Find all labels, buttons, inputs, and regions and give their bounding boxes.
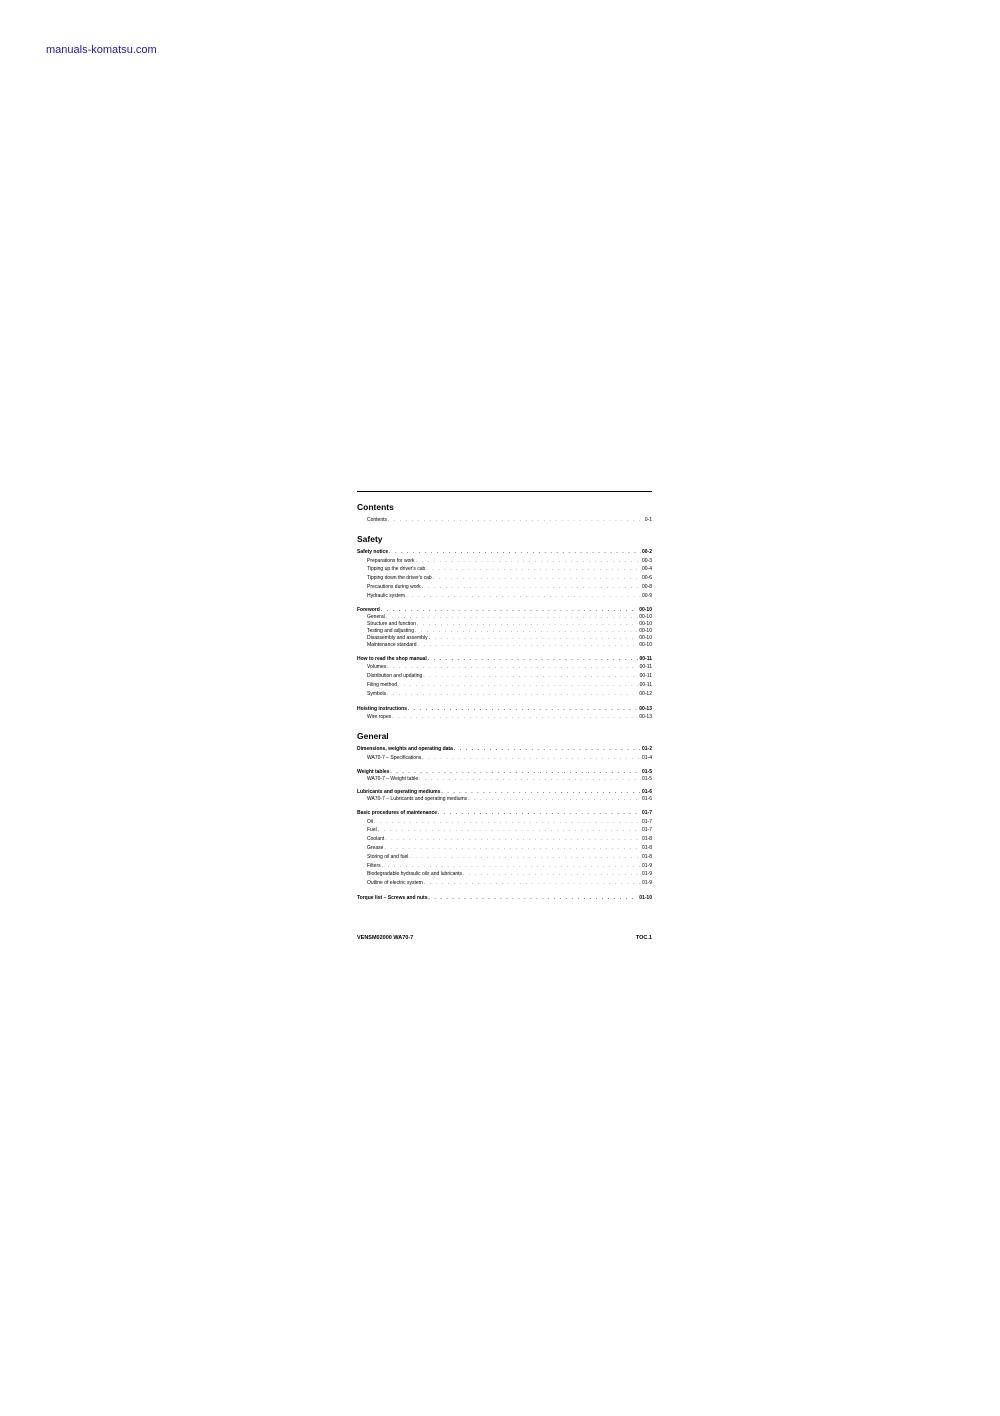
toc-heading-entry[interactable] — [357, 769, 652, 776]
toc-group — [357, 809, 652, 888]
dot-leader — [378, 826, 641, 835]
toc-entry[interactable] — [357, 583, 652, 592]
toc-entry-label: Biodegradable hydraulic oils and lubricants — [367, 871, 463, 878]
toc-entry-page: 00-13 — [639, 714, 652, 721]
dot-leader — [382, 862, 641, 871]
toc-group — [357, 745, 652, 763]
section-title-general: General — [357, 731, 389, 742]
toc-heading-entry-label: How to read the shop manual — [357, 655, 427, 662]
dot-leader — [419, 776, 641, 783]
toc-entry-page: 00-4 — [641, 566, 652, 573]
toc-entry-page: 01-9 — [641, 871, 652, 878]
toc-entry[interactable] — [357, 835, 652, 844]
dot-leader — [417, 642, 638, 649]
toc-entry-page: 00-6 — [641, 575, 652, 582]
toc-entry-page: 01-8 — [641, 836, 652, 843]
toc-entry-label: General — [367, 613, 385, 620]
toc-entry-page: 00-10 — [639, 613, 652, 620]
toc-entry-page: 00-11 — [639, 681, 652, 688]
toc-entry[interactable] — [357, 818, 652, 827]
toc-entry[interactable] — [357, 853, 652, 862]
toc-heading-entry-page: 00-10 — [639, 606, 652, 613]
general-groups — [357, 745, 652, 903]
contents-group — [357, 516, 652, 525]
toc-heading-entry[interactable] — [357, 548, 652, 557]
toc-entry[interactable] — [357, 713, 652, 722]
dot-leader — [441, 789, 641, 796]
toc-entry[interactable] — [357, 870, 652, 879]
toc-entry[interactable] — [357, 796, 652, 803]
toc-entry[interactable] — [357, 663, 652, 672]
toc-group — [357, 655, 652, 699]
toc-heading-entry-label: Basic procedures of maintenance — [357, 809, 438, 816]
dot-leader — [386, 614, 638, 621]
toc-entry-label: Oil — [367, 818, 374, 825]
toc-heading-entry[interactable] — [357, 789, 652, 796]
dot-leader — [422, 754, 641, 763]
dot-leader — [424, 879, 641, 888]
dot-leader — [423, 672, 638, 681]
dot-leader — [454, 745, 641, 754]
toc-entry[interactable] — [357, 879, 652, 888]
toc-entry-label: Maintenance standard — [367, 641, 417, 648]
toc-heading-entry[interactable] — [357, 607, 652, 614]
toc-entry-label: Contents — [367, 517, 388, 523]
toc-heading-entry-label: Foreword — [357, 606, 380, 613]
dot-leader — [409, 853, 641, 862]
toc-entry-label: WA70-7 – Specifications — [367, 754, 422, 761]
toc-entry[interactable] — [357, 621, 652, 628]
toc-entry-label: Fuel — [367, 827, 377, 834]
toc-entry[interactable] — [357, 672, 652, 681]
dot-leader — [428, 655, 639, 664]
toc-entry-page: 00-10 — [639, 641, 652, 648]
toc-entry-page: 01-4 — [641, 754, 652, 761]
toc-heading-entry-page: 00-2 — [641, 548, 652, 555]
toc-heading-entry[interactable] — [357, 655, 652, 664]
dot-leader — [468, 796, 641, 803]
toc-entry[interactable] — [357, 628, 652, 635]
toc-entry[interactable] — [357, 614, 652, 621]
dot-leader — [374, 818, 641, 827]
toc-entry-label: Tipping up the driver's cab — [367, 566, 426, 573]
toc-heading-entry-page: 01-6 — [641, 788, 652, 795]
toc-heading-entry-page: 01-5 — [641, 768, 652, 775]
toc-entry[interactable] — [357, 844, 652, 853]
toc-entry-page: 01-9 — [641, 880, 652, 887]
dot-leader — [422, 583, 641, 592]
toc-entry-label: Precautions during work — [367, 583, 421, 590]
dot-leader — [416, 557, 641, 566]
toc-entry-page: 01-5 — [641, 775, 652, 782]
dot-leader — [417, 621, 638, 628]
toc-entry-page: 01-8 — [641, 853, 652, 860]
dot-leader — [463, 870, 641, 879]
toc-entry-label: Distribution and updating — [367, 673, 423, 680]
toc-entry-label: WA70-7 – Weight table — [367, 775, 419, 782]
toc-entry-page: 01-8 — [641, 844, 652, 851]
dot-leader — [433, 574, 641, 583]
toc-group — [357, 894, 652, 903]
toc-heading-entry-label: Safety notice — [357, 548, 389, 555]
toc-entry-page: 00-12 — [639, 690, 652, 697]
toc-entry-label: Structure and function — [367, 620, 416, 627]
toc-entry-page: 00-8 — [641, 583, 652, 590]
toc-entry-page: 01-7 — [641, 818, 652, 825]
dot-leader — [385, 835, 641, 844]
toc-heading-entry-label: Torque list – Screws and nuts — [357, 894, 428, 901]
toc-entry-page: 00-9 — [641, 592, 652, 599]
toc-entry[interactable] — [357, 557, 652, 566]
toc-group — [357, 705, 652, 723]
page-footer — [357, 935, 652, 941]
toc-group — [357, 548, 652, 601]
dot-leader — [389, 548, 641, 557]
toc-heading-entry[interactable] — [357, 705, 652, 714]
toc-entry-label: Filters — [367, 862, 381, 869]
toc-heading-entry-label: Dimensions, weights and operating data — [357, 746, 453, 753]
toc-heading-entry-page: 01-2 — [641, 746, 652, 753]
toc-entry-page: 00-11 — [639, 673, 652, 680]
footer-page-number: TOC.1 — [635, 935, 652, 941]
toc-entry-label: Filing method — [367, 681, 398, 688]
dot-leader — [438, 809, 641, 818]
toc-entry-label: Outline of electric system — [367, 880, 423, 887]
toc-heading-entry[interactable] — [357, 745, 652, 754]
toc-entry[interactable] — [357, 826, 652, 835]
toc-entry[interactable] — [357, 516, 652, 525]
toc-heading-entry-label: Hoisting instructions — [357, 705, 407, 712]
toc-entry-page: 00-3 — [641, 557, 652, 564]
toc-entry-label: Tipping down the driver's cab — [367, 575, 432, 582]
toc-heading-entry[interactable] — [357, 894, 652, 903]
section-title-safety: Safety — [357, 533, 383, 544]
dot-leader — [384, 844, 641, 853]
toc-entry-label: Volumes — [367, 664, 387, 671]
dot-leader — [429, 635, 639, 642]
toc-entry-label: Storing oil and fuel — [367, 853, 409, 860]
toc-entry[interactable] — [357, 776, 652, 783]
toc-entry-label: Symbols — [367, 690, 387, 697]
toc-entry[interactable] — [357, 754, 652, 763]
toc-entry-label: Coolant — [367, 836, 385, 843]
table-of-contents — [357, 491, 652, 909]
toc-heading-entry-label: Lubricants and operating mediums — [357, 788, 441, 795]
safety-groups — [357, 548, 652, 722]
section-title-contents: Contents — [357, 502, 394, 512]
watermark-link[interactable]: manuals-komatsu.com — [46, 44, 157, 56]
toc-entry-page: 00-10 — [639, 620, 652, 627]
toc-entry[interactable] — [357, 592, 652, 601]
toc-entry-page: 01-7 — [641, 827, 652, 834]
toc-entry-page: 00-11 — [639, 664, 652, 671]
toc-entry[interactable] — [357, 565, 652, 574]
footer-document-id: VENSM02000 WA70-7 — [357, 935, 414, 941]
toc-entry[interactable] — [357, 635, 652, 642]
toc-entry[interactable] — [357, 862, 652, 871]
dot-leader — [398, 681, 639, 690]
toc-entry-page: 00-10 — [639, 634, 652, 641]
toc-entry-page: 00-10 — [639, 627, 652, 634]
dot-leader — [426, 565, 641, 574]
dot-leader — [392, 713, 638, 722]
toc-entry-page: 01-6 — [641, 795, 652, 802]
toc-entry-label: Hydraulic system — [367, 592, 406, 599]
toc-group — [357, 769, 652, 783]
toc-entry-label: Grease — [367, 844, 384, 851]
toc-heading-entry-page: 01-10 — [639, 894, 652, 901]
toc-entry-label: WA70-7 – Lubricants and operating mediums — [367, 795, 468, 802]
dot-leader — [428, 894, 638, 903]
toc-entry[interactable] — [357, 681, 652, 690]
toc-group — [357, 607, 652, 649]
dot-leader — [408, 705, 638, 714]
dot-leader — [387, 690, 638, 699]
toc-entry[interactable] — [357, 690, 652, 699]
toc-entry-page: 0-1 — [644, 517, 652, 523]
toc-group — [357, 789, 652, 803]
toc-heading-entry-page: 01-7 — [641, 809, 652, 816]
toc-entry[interactable] — [357, 574, 652, 583]
toc-heading-entry-page: 00-13 — [639, 705, 652, 712]
toc-heading-entry-label: Weight tables — [357, 768, 390, 775]
toc-heading-entry[interactable] — [357, 809, 652, 818]
dot-leader — [381, 607, 638, 614]
toc-entry-page: 01-9 — [641, 862, 652, 869]
dot-leader — [387, 663, 638, 672]
toc-entry[interactable] — [357, 642, 652, 649]
toc-entry-label: Disassembly and assembly — [367, 634, 428, 641]
toc-entry-label: Preparations for work — [367, 557, 415, 564]
dot-leader — [388, 516, 644, 525]
toc-entry-label: Testing and adjusting — [367, 627, 414, 634]
dot-leader — [406, 592, 641, 601]
toc-entry-label: Wire ropes — [367, 714, 392, 721]
dot-leader — [415, 628, 638, 635]
toc-heading-entry-page: 00-11 — [639, 655, 652, 662]
dot-leader — [390, 769, 641, 776]
